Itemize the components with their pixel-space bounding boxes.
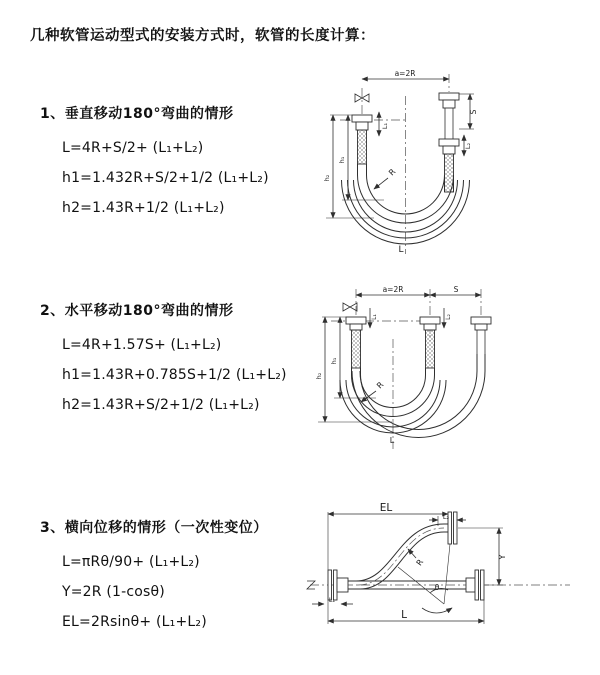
radius-arrow	[374, 178, 388, 189]
formula-3-L: L=πRθ/90+ (L₁+L₂)	[62, 554, 200, 570]
section-1	[40, 103, 320, 223]
formula-1-h2: h2=1.43R+1/2 (L₁+L₂)	[62, 200, 225, 216]
dim-l2-label: L₂	[445, 314, 452, 320]
dim-l-label: L	[401, 609, 407, 621]
valve-icon	[343, 303, 357, 311]
middle-fitting	[420, 317, 440, 368]
formula-2-L: L=4R+1.57S+ (L₁+L₂)	[62, 337, 222, 353]
dim-a2r-label: a=2R	[394, 69, 416, 78]
section-2-heading: 2、水平移动180°弯曲的情形	[40, 303, 234, 319]
formula-1-L: L=4R+S/2+ (L₁+L₂)	[62, 140, 204, 156]
dim-l1-label: L₁	[371, 314, 378, 320]
left-fitting	[352, 115, 372, 164]
section-3	[40, 517, 320, 637]
dim-y-label: Y	[498, 554, 507, 560]
radius-label: R	[414, 557, 426, 568]
dim-l1-label: L₁	[328, 596, 336, 604]
dim-h1-label: h₁	[338, 156, 346, 164]
dim-l2-label: L₂	[464, 142, 472, 150]
formula-2-h1: h1=1.43R+0.785S+1/2 (L₁+L₂)	[62, 367, 287, 383]
formula-3-Y: Y=2R (1-cosθ)	[62, 584, 165, 600]
radius-label: R	[375, 380, 386, 391]
length-label: L	[389, 436, 395, 445]
length-label: L	[398, 245, 404, 255]
dim-l1-label: L₁	[381, 122, 389, 130]
left-fitting	[346, 317, 366, 368]
dim-l2-label: L₂	[442, 513, 450, 521]
radius-arrow	[408, 549, 416, 558]
right-fitting	[471, 317, 491, 354]
angle-theta-label: θ	[434, 583, 440, 592]
section-1-heading: 1、垂直移动180°弯曲的情形	[40, 106, 234, 122]
hose-displaced-curve	[356, 524, 448, 589]
dim-h1-label: h₁	[330, 357, 338, 365]
dim-s-label: S	[453, 285, 459, 294]
dim-a2r-label: a=2R	[382, 285, 404, 294]
right-flange-displaced	[448, 512, 457, 544]
dim-s-label: S	[469, 109, 478, 115]
dim-el-label: EL	[379, 502, 393, 514]
formula-2-h2: h2=1.43R+S/2+1/2 (L₁+L₂)	[62, 397, 260, 413]
radius-label: R	[387, 167, 398, 178]
dim-h2-label: h₂	[323, 174, 331, 182]
diagram-lateral-displacement	[298, 500, 592, 652]
page-title: 几种软管运动型式的安装方式时，软管的长度计算：	[30, 28, 375, 44]
dim-h2-label: h₂	[315, 372, 323, 380]
section-3-heading: 3、横向位移的情形（一次性变位）	[40, 520, 268, 536]
diagram-vertical-180-bend	[312, 68, 574, 260]
formula-1-h1: h1=1.432R+S/2+1/2 (L₁+L₂)	[62, 170, 269, 186]
right-fitting	[439, 93, 459, 192]
diagram-horizontal-180-bend	[306, 281, 580, 459]
section-2	[40, 300, 320, 420]
radius-arrow	[361, 391, 376, 402]
formula-3-EL: EL=2Rsinθ+ (L₁+L₂)	[62, 614, 207, 630]
right-flange-original	[466, 570, 484, 600]
